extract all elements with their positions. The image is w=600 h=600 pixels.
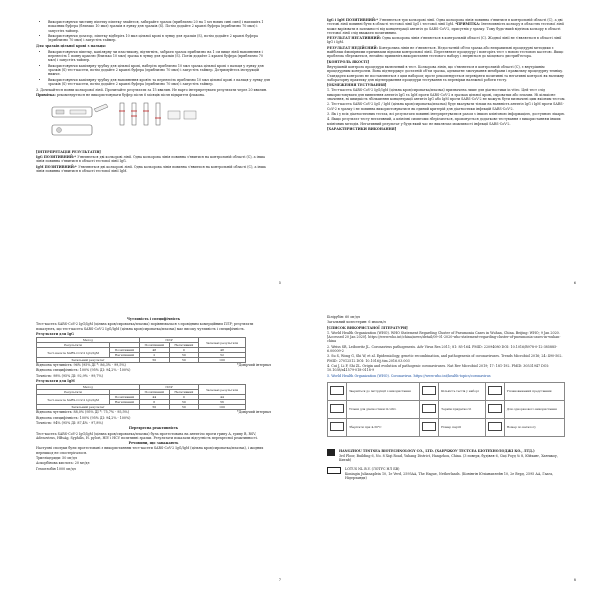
cell: Термін придатності: [439, 400, 486, 418]
stat-line: [36, 410, 271, 414]
note-label: *ПРИМІТКА:: [455, 22, 481, 27]
row-label: Тест-касета SARS-CoV-2 IgG/IgM: [37, 395, 110, 405]
cell: Номер партії: [439, 418, 486, 436]
step-3: 3. Дочекайтеся появи кольорової лінії. Прочитайте результати за 15 хвилин. Не варто інтерпретувати результати через 20 хвилин.: [36, 88, 268, 93]
list-item: • Використовуючи капілярну трубку для цільної крові, наберіть приблизно 10 мкл зразка цільної крові з пальця у лунку для зразків (S) тест-касети, потім додайте 2 краплі буфера (приблизно 70 мкл) і запустіть таймер. Дотримуйтесь інструкцій нижче.: [48, 64, 271, 77]
intro-text: Тест-касета SARS-CoV-2 IgG/IgM (цільна кров/сироватка/плазма) порівнювалася з провідним комерційним ПЛР; результати показують, що тест-касета SARS-CoV-2 IgG/IgM (цільна кров/сироватка/плазма) має високу чутливість і специфічність.: [36, 322, 254, 331]
note-text: рекомендується не використовувати буфер після 6 місяців після відкриття флакона.: [56, 93, 206, 98]
qc-title: [КОНТРОЛЬ ЯКОСТІ]: [327, 59, 370, 64]
th-pcr: ПЛР: [139, 338, 198, 343]
th-total: Загальні результати: [199, 385, 246, 395]
cell: Негативний: [110, 353, 140, 358]
th-neg: Негативний: [169, 390, 198, 395]
cell: Для одноразового використання: [504, 400, 564, 418]
cell: 50: [169, 353, 198, 358]
rep-address: Koningin Julianaplein 10, 1e Verd, 2595AA, The Hague, Netherlands. (Конінгін Юліанаплейн 10, 2е Верд, 2595 АА, Гаага, Нідерланди): [345, 472, 554, 481]
cell: 50: [169, 358, 198, 363]
performance-title: [ХАРАКТЕРИСТИКИ ВИКОНАННЯ]: [327, 126, 397, 131]
cell: Негативний: [110, 400, 140, 405]
cell: 52: [199, 353, 246, 358]
table-row: [328, 382, 565, 400]
note-text: Інтенсивність кольору в областях тестової лінії може варіювати в залежності від концентрації антитіл до SARS-CoV-2, присутніх у зразку. Тому будь-який відтінок кольору в області тестової лінії слід вважати позитивним.: [327, 22, 564, 35]
th-pcr: ПЛР: [139, 385, 198, 390]
page-5: [12, 10, 293, 291]
list-item: • Використовуючи чистину піпетку піпетку знайтеся, забирайте зразок (приблизно 20 на 1 мл нових сині сині) і напишіть 1 показник буфера (близько 10 мкл) зразків в лунку для зразків (S). Потім додайте 2 краплі буфера (приблизно 70 мкл) і запустіть таймер.: [48, 20, 271, 33]
manufacturer-block: [327, 449, 568, 464]
page-number: 8: [573, 578, 576, 582]
stat-text: Відносна чутливість: 96% (95% ДІ *: 86,3% - 99,5%): [36, 363, 126, 368]
hourglass-icon: [422, 404, 436, 413]
interference-item: Аскорбінова кислота: 20 мг/дл: [36, 461, 90, 466]
cell: 50: [139, 358, 169, 363]
negative-result: [327, 36, 568, 45]
list-item: • Використовуючи дозатор, піпетку відберіть 10 мкл цільної крові в лунку для зразків (S), потім додайте 2 краплі буфера (приблизно 70 мкл) і запустіть таймер.: [48, 34, 271, 43]
rep-block: [327, 467, 568, 482]
manufacturer-name: HANGZHOU TESTSEA BIOTECHNOLOGY CO., LTD. (ХАНЧЖОУ ТЕСТСЕА БІОТЕХНОЛОДЖІ КО., ЛТД.): [339, 448, 535, 453]
igm-positive: [36, 165, 271, 174]
interpretation-title: [ІНТЕРПРЕТАЦІЯ РЕЗУЛЬТАТІВ]: [36, 149, 101, 154]
ci-note: *Довірчий інтервал: [236, 410, 271, 415]
bullet-list-mid: [44, 50, 271, 86]
igm-heading: Результати для IgM: [36, 379, 75, 384]
table-row: [328, 418, 565, 436]
table-row: [37, 358, 246, 363]
cell: 50: [169, 400, 198, 405]
cell: Кількість тестів у наборі: [439, 382, 486, 400]
interference-item: Гемоглобін 1000 мг/дл: [36, 466, 76, 471]
th-total: Загальні результати: [199, 338, 246, 348]
stat-line: [36, 363, 271, 367]
invalid-text: Контрольна лінія не з'являється. Недостатній об'єм зразка або неправильні процедурні методики є найбільш ймовірними причинами відмови контрольної лінії. Перегляньте процедуру і повторіть тест з новою тестовою касетою. Якщо проблема збережеться, негайно припиніть використання тестового набору і зверніться до місцевого дистриб'ютора.: [327, 45, 564, 59]
bullet-list-top: [44, 20, 271, 42]
cell: 50: [169, 405, 198, 410]
book-icon: [330, 386, 344, 395]
igg-igm-positive: [327, 18, 568, 35]
table-row: [37, 405, 246, 410]
ref-icon: [488, 422, 502, 431]
cell: 48: [199, 348, 246, 353]
factory-icon: [327, 449, 335, 456]
page-6: [307, 10, 588, 291]
list-item: • Використовуючи піпетку, капілярну чи пластикову, відтягніть, забрати зразок приблизно на 1 см вище лінії наповнення і перенесіть 1 повну краплю (близько 10 мкл) зразка в лунку для зразків (S). Потім додайте 2 краплі буфера (приблизно 70 мкл) і запустіть таймер.: [48, 50, 271, 63]
top-line: Білірубін: 60 мг/дл: [327, 315, 360, 319]
igm-positive-label: IgM ПОЗИТИВНИЙ:*: [36, 164, 77, 169]
limitation-item: 3. Як і у всіх діагностичних тестах, всі результати повинні інтерпретуватися разом з іншою клінічною інформацією, доступною лікарю.: [327, 111, 566, 116]
ec-rep-icon: [488, 386, 502, 395]
bib-item: 5. World Health Organization (WHO). Coronavirus. https://www.who.int/health-topics/coronavirus: [327, 373, 491, 378]
cell: 44: [139, 395, 169, 400]
list-item: • Використовуючи капілярну трубку для наповнення кров'ю та перенесіть приблизно 10 мкл цільної крові з пальця у лунку для зразків (S) тест-касети, потім додайте 2 краплі буфера (приблизно 70 мкл) і запустіть таймер.: [48, 78, 271, 87]
thermometer-icon: [330, 422, 344, 431]
limitation-item: 1. Тест-касета SARS-CoV-2 IgG/IgM (цільна кров/сироватка/плазма) призначена лише для діагностики in vitro. Цей тест слід використовувати для виявлення антитіл IgG та IgM проти SARS-CoV-2 в зразках цільної крові, сироватки або плазми. Ні кількісне значення, ні швидкість збільшення концентрації антитіл IgG або IgM проти SARS-CoV-2 не можуть бути визначені цим якісним тестом.: [327, 88, 566, 102]
cell: 0: [169, 395, 198, 400]
manufacturer-address: 3rd Floor, Building 6, No. 8 Xiqi Road, Yuhang District, Hangzhou, China. (3 поверх, будівля 6, Сіці Роуд № 8, Юйханг, Ханчжоу, Китай): [339, 454, 558, 463]
section-title: Чутливість і специфічність: [126, 317, 181, 321]
cell: Загальний результат: [37, 405, 140, 410]
symbols-table: [327, 382, 565, 437]
th-results: Результати: [37, 343, 110, 348]
bibliography-title: [СПИСОК ВИКОРИСТАНОЇ ЛІТЕРАТУРИ]: [327, 325, 408, 330]
ci-note: *Довірчий інтервал: [236, 363, 271, 368]
invalid-result: [327, 46, 568, 59]
procedure-illustration: [50, 101, 200, 146]
cell: Тільки для діагностики in vitro: [347, 400, 420, 418]
row-label: Тест-касета SARS-CoV-2 IgG/IgM: [37, 348, 110, 358]
table-row: [328, 400, 565, 418]
limitations-title: [ОБМЕЖЕННЯ ТЕСТУВАННЯ]: [327, 83, 387, 88]
no-reuse-icon: [488, 404, 502, 413]
th-pos: Позитивний: [139, 390, 169, 395]
igg-igm-positive-label: IgG і IgM ПОЗИТИВНИЙ:*: [327, 18, 378, 22]
cell: Загальний результат: [37, 358, 140, 363]
sub-heading: Для зразків цільної крові з пальця:: [36, 44, 106, 49]
stat-line: Відносна специфічність: 100% (95% ДІ: 94,2% - 100%): [36, 415, 131, 420]
cell: Позитивний: [110, 395, 140, 400]
cross-text: Тест-касета SARS-CoV-2 IgG/IgM (цільна кров/сироватка/плазма) була протестована на антитіло проти грипу A, грипу B, RSV, Adenovirus, HBsAg, Syphilis, H. pylori, HIV і HCV позитивні зразки. Результати показали відсутність перехресної реактивності.: [36, 431, 258, 440]
top-line: Загальний холестерин: 6 ммоль/л: [327, 320, 386, 325]
stat-line: Відносна специфічність: 100% (95% ДІ: 94,2% - 100%): [36, 368, 131, 373]
igg-heading: Результати для IgG: [36, 331, 74, 336]
th-results: Результати: [37, 390, 110, 395]
th-method: Метод: [37, 385, 140, 390]
page-8: [307, 307, 588, 588]
negative-label: РЕЗУЛЬТАТ НЕГАТИВНИЙ:: [327, 36, 381, 41]
cell: Номер по каталогу: [504, 418, 564, 436]
cross-title: Перехресна реактивність: [128, 426, 179, 431]
interference-item: Тригліцериди: 50 мг/дл: [36, 456, 77, 461]
interference-text: Наступні сполуки були протестовані з використанням тест-касети SARS-CoV-2 IgG/IgM (цільна кров/сироватка/плазма), і жодних перешкод не спостерігалося.: [36, 446, 264, 455]
cell: 100: [199, 358, 246, 363]
igg-positive: [36, 155, 271, 164]
sigma-icon: [422, 386, 436, 395]
igg-positive-text: З'являються дві кольорові лінії. Одна кольорова лінія повинна з'явитися на контрольній області (C), а інша лінія повинна з'явитися в області тестової лінії IgG.: [36, 155, 265, 164]
ec-rep-icon: [327, 467, 341, 474]
cell: 56: [199, 400, 246, 405]
cell: 100: [199, 405, 246, 410]
cell: Зберігати при 4-30°C: [347, 418, 420, 436]
cell: 0: [169, 348, 198, 353]
interference-title: Речовини, що заважають: [128, 441, 179, 446]
cell: 6: [139, 400, 169, 405]
rep-name: LOTUS NL B.V. (ЛОТУС НЛ БВ): [345, 466, 400, 471]
stat-line: Точність: 94% (95% ДІ: 87,4% - 97,8%): [36, 420, 103, 425]
bib-item: 2. Weiss SR, Leibowitz JL. Coronavirus pathogenesis. Adv Virus Res 2011; 81: 85-164. PMID: 22094080 DOI: 10.1016/B978-0-12-385885-6.00009-2: [327, 344, 558, 354]
bib-item: 3. Su S, Wong G, Shi W, et al. Epidemiology, genetic recombination, and pathogenesis of coronaviruses. Trends Microbiol 2016; 24: 490-502. PMID: 27012512 DOI: 10.1016/j.tim.2016.03.003: [327, 354, 563, 363]
page-number: 6: [573, 281, 576, 285]
bib-item: 4. Cui J, Li F, Shi ZL. Origin and evolution of pathogenic coronaviruses. Nat Rev Microbiol 2019; 17: 181-192. PMID: 30531947 DOI: 10.1038/s41579-018-0118-9: [327, 363, 549, 373]
igm-results-table: [36, 384, 246, 410]
cell: Зверніться до інструкції з використання: [347, 382, 420, 400]
note: [36, 93, 271, 97]
note-label: Примітка:: [36, 93, 56, 98]
th-pos: Позитивний: [139, 343, 169, 348]
cell: Уповноважений представник: [504, 382, 564, 400]
ivd-icon: [330, 404, 344, 413]
th-method: Метод: [37, 338, 140, 343]
negative-text: Одна кольорова лінія з'являється в контрольній області (C). Жодної лінії не з'являється в області лінії IgG і IgM.: [327, 36, 562, 45]
cell: 44: [199, 395, 246, 400]
igg-results-table: [36, 337, 246, 363]
cell: 2: [139, 353, 169, 358]
igm-positive-text: З'являються дві кольорові лінії. Одна кольорова лінія повинна з'явитися на контрольній області (C), а інша лінія повинна з'явитися в області тестової лінії IgM.: [36, 164, 266, 173]
page-number: 5: [278, 281, 281, 285]
invalid-label: РЕЗУЛЬТАТ НЕДІЙСНИЙ:: [327, 45, 378, 50]
stat-line: Точність: 98% (95% ДІ: 92,9% - 99,7%): [36, 373, 103, 378]
limitation-item: 4. Якщо результат тесту негативний, а клінічні симптоми зберігаються, пропонується додаткове тестування з використанням інших клінічних методів. Негативний результат у будь-який час не виключає можливості інфекції SARS-CoV-2.: [327, 117, 561, 126]
igg-igm-positive-text: З'являються три кольорові лінії. Одна кольорова лінія повинна з'явитися в контрольній області (C), а дві тестові лінії повинні бути в області тестової лінії IgG і тестової лінії IgM.: [327, 18, 563, 27]
stat-text: Відносна чутливість: 88,0% (95% ДІ *: 75,7% - 95,5%): [36, 410, 129, 415]
limitation-item: 2. Тест-касета SARS-CoV-2 IgG / IgM (цільна кров/сироватка/плазма) буде вказувати тільки на наявність антитіл IgG і IgM проти SARS-CoV-2 в зразку і не повинна використовуватися як єдиний критерій для діагностики інфекцій SARS-CoV-2.: [327, 102, 564, 111]
cell: 50: [139, 405, 169, 410]
page-7: [12, 307, 293, 588]
bib-item: 1. World Health Organization (WHO). WHO Statement Regarding Cluster of Pneumonia Cases in Wuhan, China. Beijing: WHO; 9 Jan 2020. [Accessed 20 Jan 2020]. https://www.who.int/china/news/detail/09-01-2020-who-statement-regarding-cluster-of-pneumonia-cases-in-wuhan-china: [327, 330, 561, 344]
cell: 48: [139, 348, 169, 353]
cell: Позитивний: [110, 348, 140, 353]
igg-positive-label: IgG ПОЗИТИВНИЙ:*: [36, 155, 76, 160]
page-number: 7: [278, 578, 281, 582]
lot-icon: [422, 422, 436, 431]
qc-text: Внутрішній контроль процедури включений в тест. Кольорова лінія, що з'являється в контрольній області (C), є внутрішнім процедурним контролем. Вона підтверджує достатній об'єм зразка, адекватне змочування мембрани і правильну процедурну техніку. Стандарти контролю не поставляються з цим набором; проте рекомендується перевіряти позитивні та негативні контролі як належну лабораторну практику для підтвердження процедури тестування та перевірки належної роботи тесту.: [327, 64, 564, 82]
th-neg: Негативний: [169, 343, 198, 348]
